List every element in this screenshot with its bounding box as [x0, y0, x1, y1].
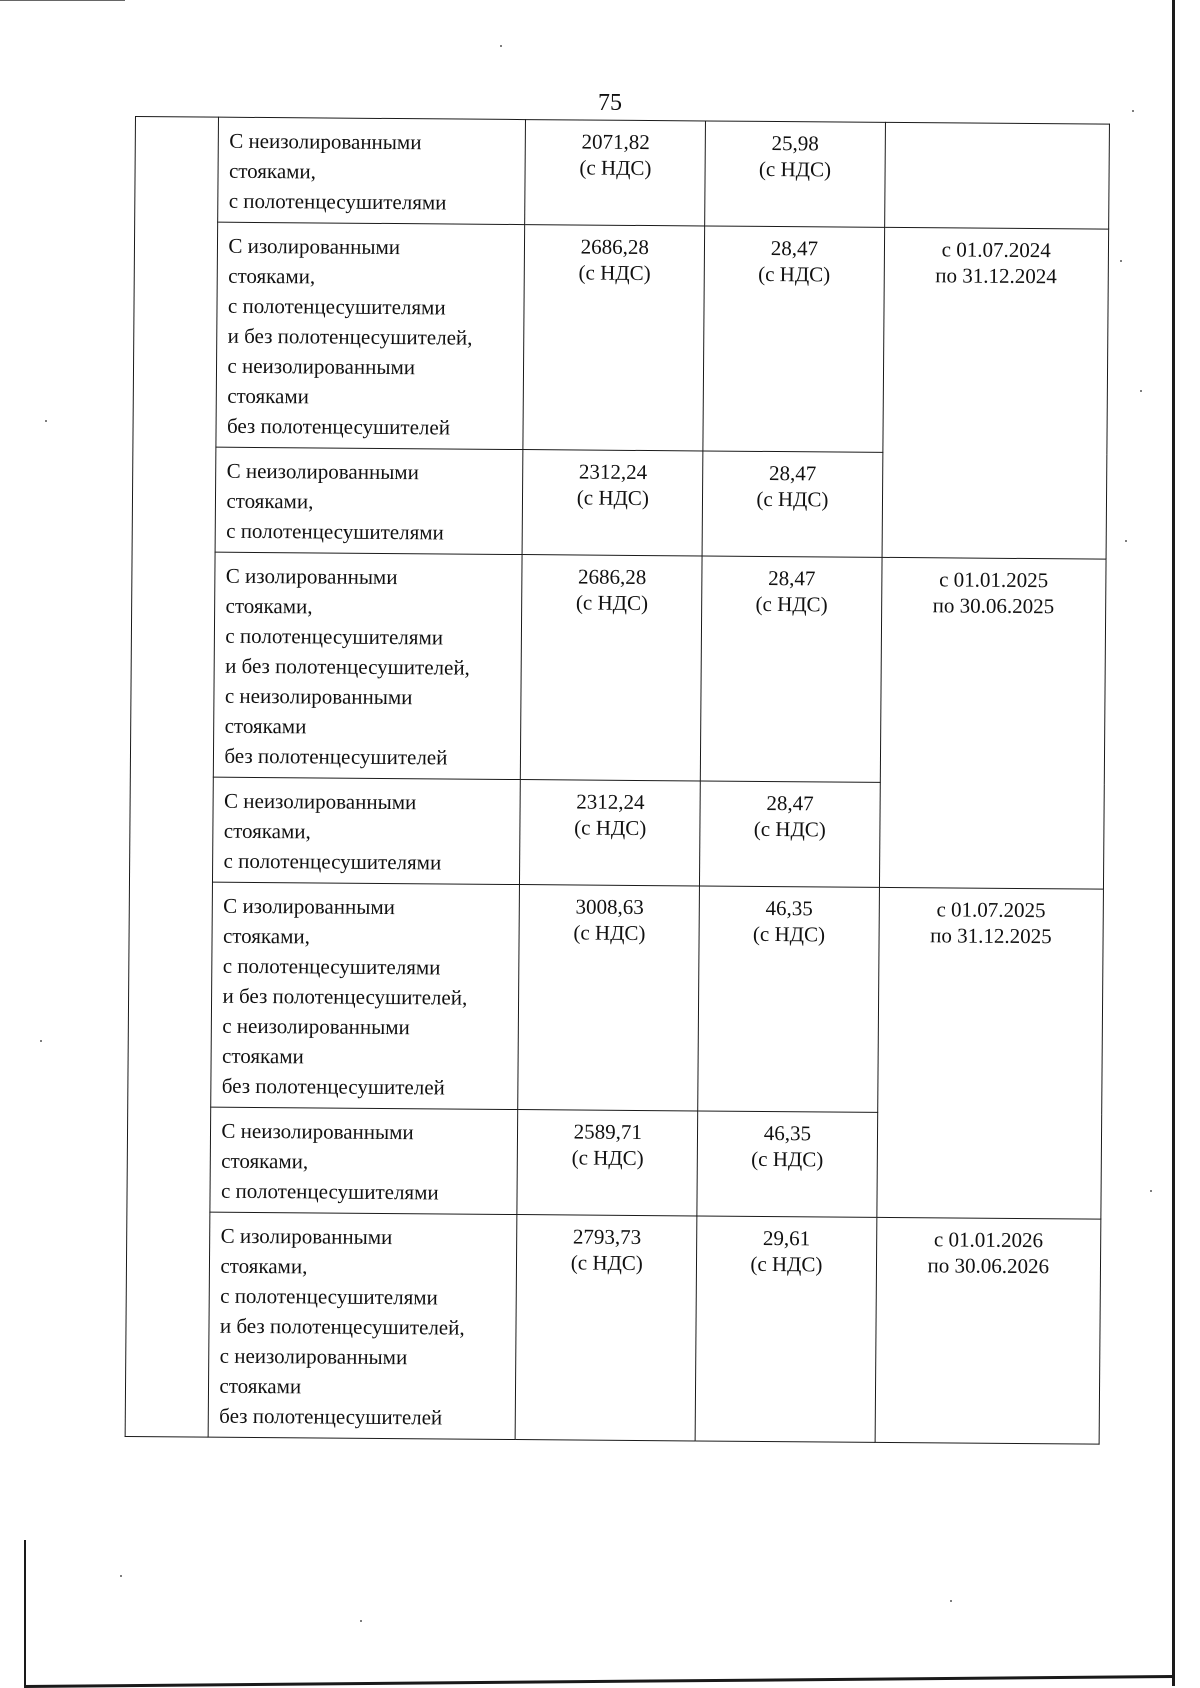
row-description: С изолированными стояками, с полотенцесушителями и без полотенцесушителей, с неизолированными стояками без полотенцесушителей [209, 1212, 518, 1439]
row-period: с 01.07.2025 по 31.12.2025 [876, 887, 1103, 1219]
row-description: С неизолированными стояками, с полотенцесушителями [210, 1107, 518, 1214]
group-column-cell [125, 117, 219, 1438]
scan-speck [1132, 110, 1134, 112]
row-value-1: 2793,73 (с НДС) [516, 1215, 698, 1441]
scan-speck [1125, 540, 1127, 542]
scan-speck [1140, 390, 1142, 392]
scan-speck [950, 1600, 952, 1602]
row-period [884, 122, 1109, 229]
scan-speck [500, 45, 502, 47]
scan-border-bottom [24, 1675, 1174, 1688]
row-value-2: 28,47 (с НДС) [702, 451, 882, 557]
row-value-1: 3008,63 (с НДС) [518, 885, 700, 1111]
row-period: с 01.01.2026 по 30.06.2026 [875, 1217, 1101, 1444]
tariff-table [125, 116, 1110, 1445]
scan-speck [1120, 260, 1122, 262]
scan-border-right [1172, 0, 1175, 1686]
scan-speck [360, 1620, 362, 1622]
row-description: С неизолированными стояками, с полотенцесушителями [213, 777, 521, 884]
scan-speck [45, 420, 47, 422]
row-value-2: 28,47 (с НДС) [700, 781, 880, 887]
scan-speck [120, 1575, 122, 1577]
row-period: с 01.07.2024 по 31.12.2024 [882, 227, 1109, 559]
row-value-1: 2071,82 (с НДС) [525, 120, 706, 226]
table-row [133, 222, 1109, 455]
row-value-1: 2589,71 (с НДС) [517, 1110, 698, 1216]
row-value-1: 2312,24 (с НДС) [520, 780, 701, 886]
row-description: С изолированными стояками, с полотенцесушителями и без полотенцесушителей, с неизолированными стояками без полотенцесушителей [214, 552, 523, 779]
table-row [130, 551, 1106, 784]
row-description: С изолированными стояками, с полотенцесушителями и без полотенцесушителей, с неизолированными стояками без полотенцесушителей [216, 222, 525, 449]
scan-border-left [24, 1540, 26, 1686]
table-row [135, 117, 1110, 230]
table-row [128, 881, 1104, 1114]
row-value-2: 46,35 (с НДС) [697, 1111, 877, 1217]
row-period: с 01.01.2025 по 30.06.2025 [879, 557, 1106, 889]
row-value-1: 2686,28 (с НДС) [523, 225, 705, 451]
row-value-1: 2686,28 (с НДС) [521, 555, 703, 781]
scan-speck [40, 1040, 42, 1042]
scan-speck [1150, 1190, 1152, 1192]
table-row [125, 1211, 1101, 1444]
page-number: 75 [598, 90, 622, 116]
scan-border-top-left [0, 0, 125, 1]
row-description: С неизолированными стояками, с полотенцесушителями [218, 117, 526, 224]
row-value-2: 29,61 (с НДС) [695, 1216, 876, 1442]
row-value-2: 25,98 (с НДС) [705, 121, 885, 227]
row-value-2: 46,35 (с НДС) [698, 886, 879, 1112]
row-value-2: 28,47 (с НДС) [703, 226, 884, 452]
row-description: С изолированными стояками, с полотенцесушителями и без полотенцесушителей, с неизолированными стояками без полотенцесушителей [211, 882, 520, 1109]
row-description: С неизолированными стояками, с полотенцесушителями [216, 447, 524, 554]
row-value-1: 2312,24 (с НДС) [523, 450, 704, 556]
row-value-2: 28,47 (с НДС) [701, 556, 882, 782]
